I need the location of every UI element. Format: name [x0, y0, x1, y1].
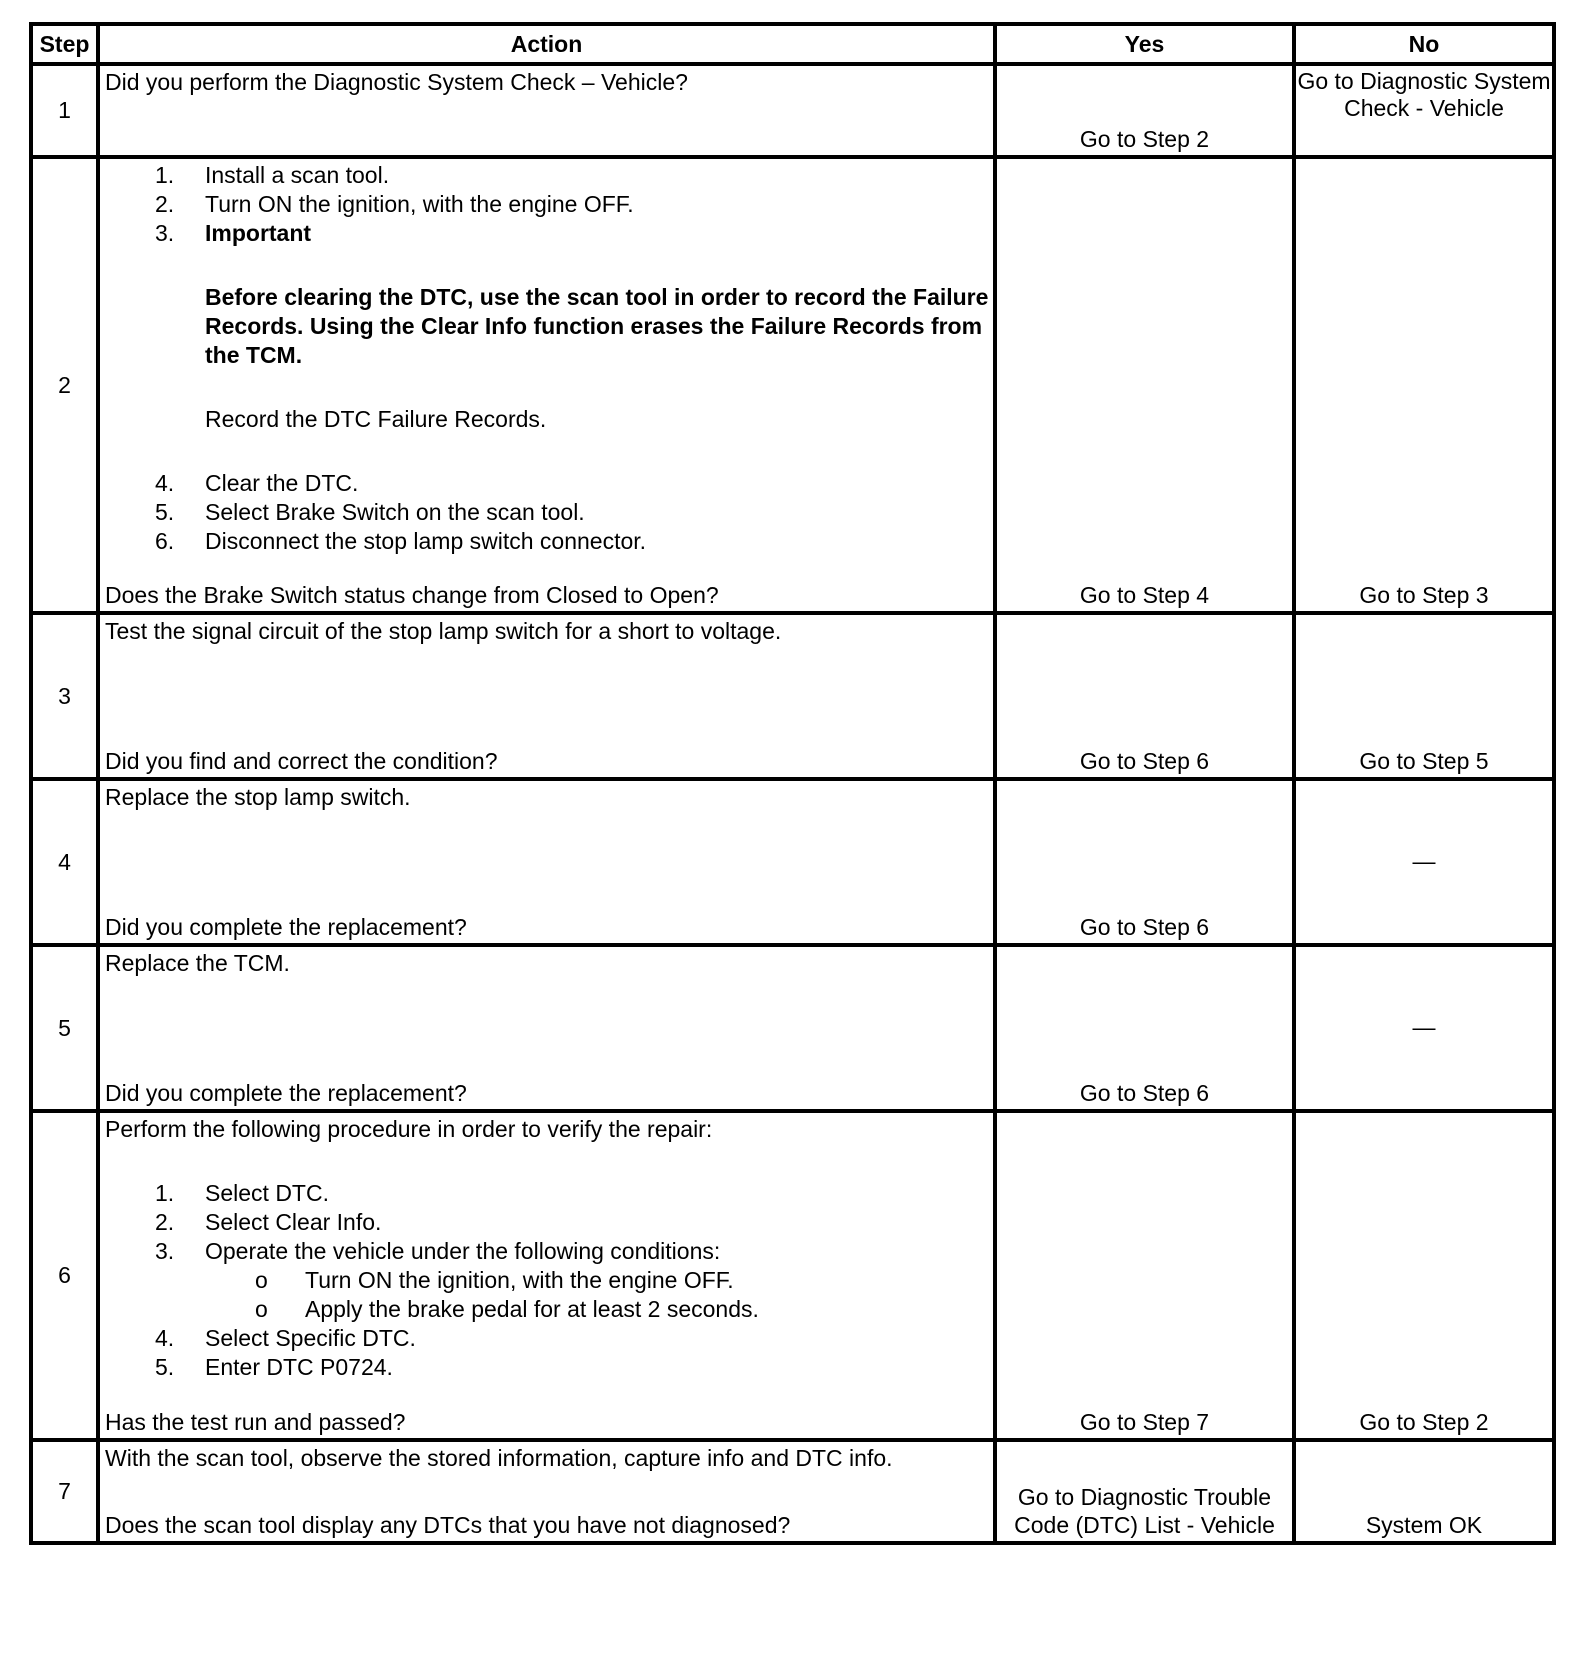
table-row — [31, 613, 1554, 779]
list-item: 1. Select DTC. — [155, 1180, 329, 1206]
table-row — [31, 945, 1554, 1111]
step-number: 6 — [31, 1111, 98, 1440]
header-step: Step — [31, 24, 98, 64]
action-text: Test the signal circuit of the stop lamp switch for a short to voltage. — [105, 618, 782, 644]
table-row — [31, 1111, 1554, 1440]
step-number: 5 — [31, 945, 98, 1111]
list-item: 2. Turn ON the ignition, with the engine OFF. — [155, 191, 634, 217]
list-item: 5. Select Brake Switch on the scan tool. — [155, 499, 585, 525]
action-text: Replace the TCM. — [105, 950, 290, 976]
header-yes: Yes — [995, 24, 1294, 64]
yes-cell: Go to Step 6 — [995, 779, 1294, 945]
table-row — [31, 64, 1554, 157]
no-cell: Go to Step 3 — [1294, 157, 1554, 613]
bullet-icon: o — [255, 1296, 268, 1322]
list-item: 3. Important — [155, 220, 312, 246]
action-text: Perform the following procedure in order to verify the repair: — [105, 1116, 713, 1142]
yes-cell: Go to Step 6 — [995, 613, 1294, 779]
list-item: 6. Disconnect the stop lamp switch connector. — [155, 528, 647, 554]
action-cell — [98, 945, 995, 1111]
condition-list — [105, 1266, 989, 1324]
no-cell: Go to Step 5 — [1294, 613, 1554, 779]
list-item: 4. Select Specific DTC. — [155, 1325, 416, 1351]
no-cell: — — [1294, 779, 1554, 945]
header-action: Action — [98, 24, 995, 64]
action-text: Did you perform the Diagnostic System Check – Vehicle? — [105, 69, 688, 95]
yes-cell: Go to Step 2 — [995, 64, 1294, 157]
table-row — [31, 779, 1554, 945]
bullet-icon: o — [255, 1267, 268, 1293]
list-item: 4. Clear the DTC. — [155, 470, 359, 496]
step-number: 2 — [31, 157, 98, 613]
action-cell — [98, 64, 995, 157]
action-cell — [98, 1440, 995, 1543]
table-row — [31, 157, 1554, 613]
action-cell — [98, 1111, 995, 1440]
question-text: Has the test run and passed? — [105, 1409, 406, 1435]
procedure-list — [105, 469, 989, 556]
procedure-list — [105, 161, 989, 248]
list-item: 1. Install a scan tool. — [155, 162, 390, 188]
yes-cell: Go to Step 6 — [995, 945, 1294, 1111]
action-cell — [98, 613, 995, 779]
action-cell — [98, 157, 995, 613]
procedure-list — [105, 1179, 989, 1266]
no-cell: Go to Step 2 — [1294, 1111, 1554, 1440]
record-instruction: Record the DTC Failure Records. — [205, 406, 547, 432]
question-text: Does the Brake Switch status change from Closed to Open? — [105, 582, 719, 608]
action-text: With the scan tool, observe the stored information, capture info and DTC info. — [105, 1445, 893, 1471]
no-cell: Go to Diagnostic System Check - Vehicle — [1294, 64, 1554, 157]
procedure-list — [105, 1324, 989, 1382]
header-row — [31, 24, 1554, 64]
list-item: 5. Enter DTC P0724. — [155, 1354, 393, 1380]
step-number: 3 — [31, 613, 98, 779]
list-item: o Apply the brake pedal for at least 2 seconds. — [255, 1296, 759, 1322]
question-text: Did you find and correct the condition? — [105, 748, 498, 774]
yes-cell: Go to Diagnostic Trouble Code (DTC) List - Vehicle — [995, 1440, 1294, 1543]
important-note: Before clearing the DTC, use the scan tool in order to record the Failure Records. Using the Clear Info function erases the Failure Records from the TCM. — [205, 284, 989, 368]
step-number: 4 — [31, 779, 98, 945]
no-cell: System OK — [1294, 1440, 1554, 1543]
question-text: Does the scan tool display any DTCs that you have not diagnosed? — [105, 1512, 791, 1538]
question-text: Did you complete the replacement? — [105, 914, 467, 940]
diagnostic-table — [29, 22, 1556, 1545]
action-cell — [98, 779, 995, 945]
table-row — [31, 1440, 1554, 1543]
yes-cell: Go to Step 7 — [995, 1111, 1294, 1440]
yes-cell: Go to Step 4 — [995, 157, 1294, 613]
list-item: 3. Operate the vehicle under the following conditions: — [155, 1238, 721, 1264]
step-number: 7 — [31, 1440, 98, 1543]
step-number: 1 — [31, 64, 98, 157]
no-cell: — — [1294, 945, 1554, 1111]
question-text: Did you complete the replacement? — [105, 1080, 467, 1106]
header-no: No — [1294, 24, 1554, 64]
list-item: o Turn ON the ignition, with the engine OFF. — [255, 1267, 734, 1293]
action-text: Replace the stop lamp switch. — [105, 784, 411, 810]
list-item: 2. Select Clear Info. — [155, 1209, 382, 1235]
